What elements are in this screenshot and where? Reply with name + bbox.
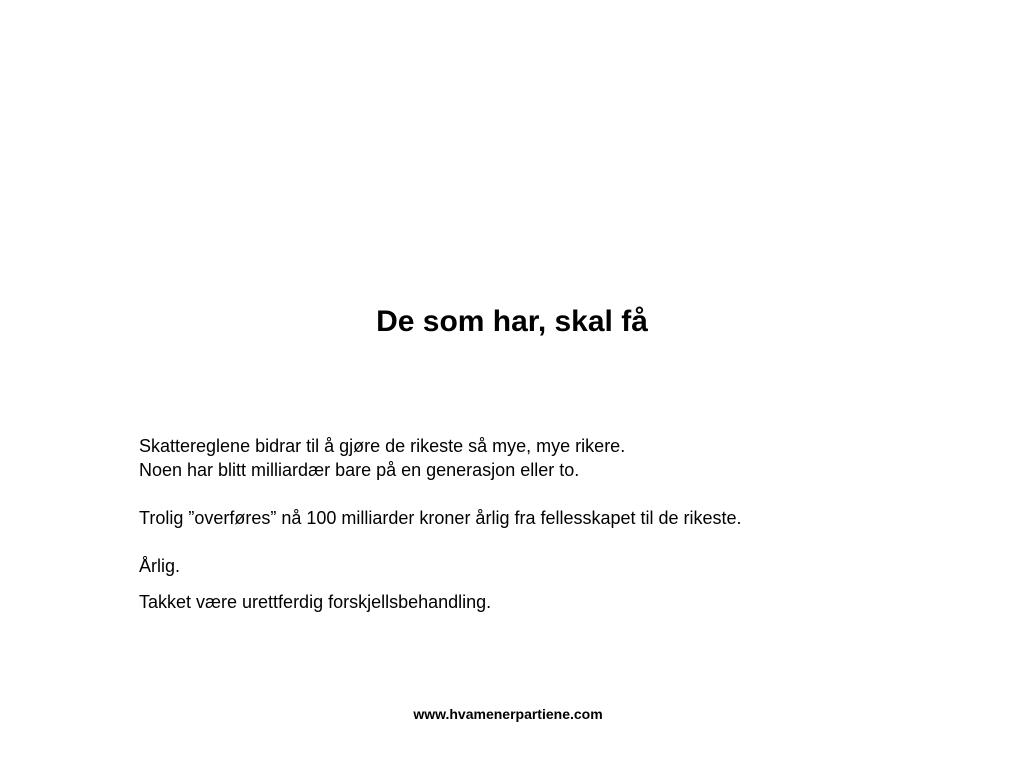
spacer [139,482,939,506]
spacer [139,530,939,554]
spacer [139,578,939,590]
body-line-2: Noen har blitt milliardær bare på en generasjon eller to. [139,460,580,480]
body-line-3: Trolig ”overføres” nå 100 milliarder kroner årlig fra fellesskapet til de rikeste. [139,508,742,528]
body-line-5: Takket være urettferdig forskjellsbehandling. [139,592,492,612]
body-line-4: Årlig. [139,556,181,576]
slide-title: De som har, skal få [376,305,648,338]
slide-body [139,434,939,614]
footer-url: www.hvamenerpartiene.com [413,706,603,722]
body-line-1: Skattereglene bidrar til å gjøre de rikeste så mye, mye rikere. [139,436,626,456]
